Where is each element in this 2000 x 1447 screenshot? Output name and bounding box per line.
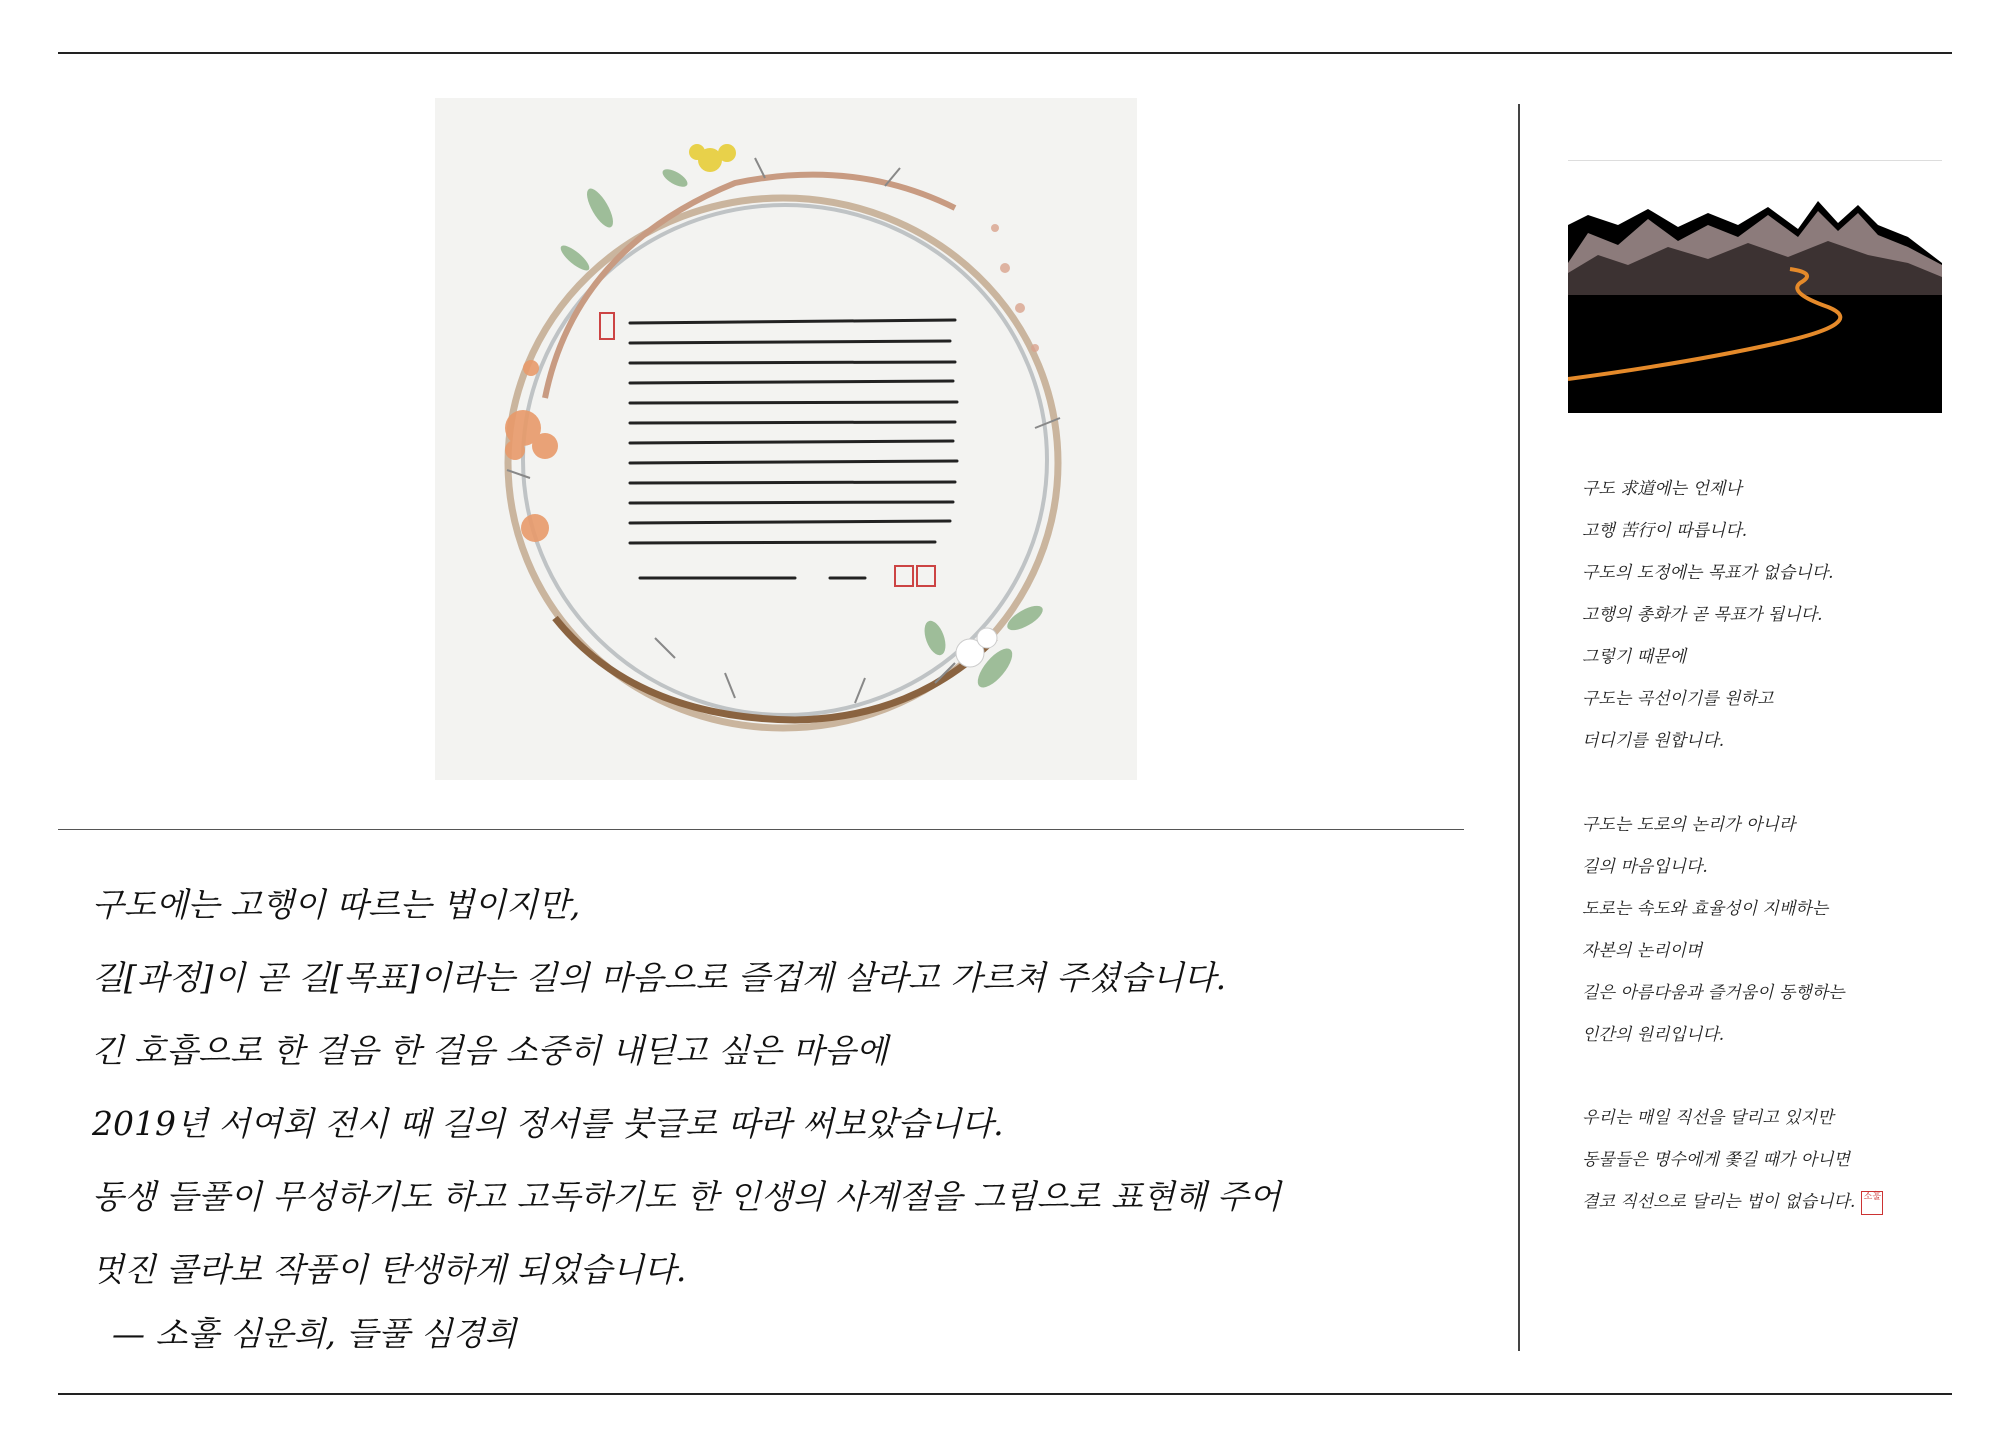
mountain-road-illustration	[1568, 185, 1942, 413]
poem-line: 구도는 도로의 논리가 아니라	[1582, 815, 1796, 835]
sidebar-poem-block-3	[1582, 1097, 1883, 1223]
sidebar-rule	[1568, 160, 1942, 161]
poem-line: 우리는 매일 직선을 달리고 있지만	[1582, 1108, 1834, 1128]
sidebar-poem-block-1	[1582, 468, 1834, 762]
caption-line: 긴 호흡으로 한 걸음 한 걸음 소중히 내딛고 싶은 마음에	[92, 1031, 888, 1070]
poem-line	[1582, 1181, 1883, 1223]
caption-line: 2019년 서여회 전시 때 길의 정서를 붓글로 따라 써보았습니다.	[92, 1104, 1004, 1143]
poem-line: 인간의 원리입니다.	[1582, 1025, 1725, 1045]
poem-line: 구도는 곡선이기를 원하고	[1582, 689, 1774, 709]
poem-line: 길은 아름다움과 즐거움이 동행하는	[1582, 983, 1845, 1003]
poem-line: 도로는 속도와 효율성이 지배하는	[1582, 899, 1829, 919]
artist-seal: 소훌	[1861, 1191, 1883, 1215]
caption-line: 동생 들풀이 무성하기도 하고 고독하기도 한 인생의 사계절을 그림으로 표현해 주어	[92, 1177, 1281, 1216]
poem-line: 고행의 총화가 곧 목표가 됩니다.	[1582, 605, 1823, 625]
bottom-rule	[58, 1393, 1952, 1395]
caption-signature: — 소훌 심운희, 들풀 심경희	[112, 1314, 517, 1353]
sidebar-poem-block-2	[1582, 804, 1845, 1056]
top-rule	[58, 52, 1952, 54]
poem-line: 고행 苦行이 따릅니다.	[1582, 521, 1748, 541]
caption-line: 구도에는 고행이 따르는 법이지만,	[92, 885, 581, 924]
poem-line: 동물들은 명수에게 쫓길 때가 아니면	[1582, 1150, 1850, 1170]
caption-line: 길[과정]이 곧 길[목표]이라는 길의 마음으로 즐겁게 살라고 가르쳐 주셨습니다.	[92, 958, 1227, 997]
poem-line: 더디기를 원합니다.	[1582, 731, 1725, 751]
vertical-divider	[1518, 104, 1520, 1351]
poem-line: 자본의 논리이며	[1582, 941, 1703, 961]
poem-line: 구도 求道에는 언제나	[1582, 479, 1742, 499]
caption-line: 멋진 콜라보 작품이 탄생하게 되었습니다.	[92, 1250, 687, 1289]
poem-line: 구도의 도정에는 목표가 없습니다.	[1582, 563, 1834, 583]
poem-line: 길의 마음입니다.	[1582, 857, 1708, 877]
main-caption	[92, 868, 1492, 1306]
poem-line-text: 결코 직선으로 달리는 법이 없습니다.	[1582, 1192, 1856, 1212]
poem-line: 그렇기 때문에	[1582, 647, 1686, 667]
calligraphy-wreath-artwork	[435, 98, 1137, 780]
middle-rule	[58, 829, 1464, 830]
